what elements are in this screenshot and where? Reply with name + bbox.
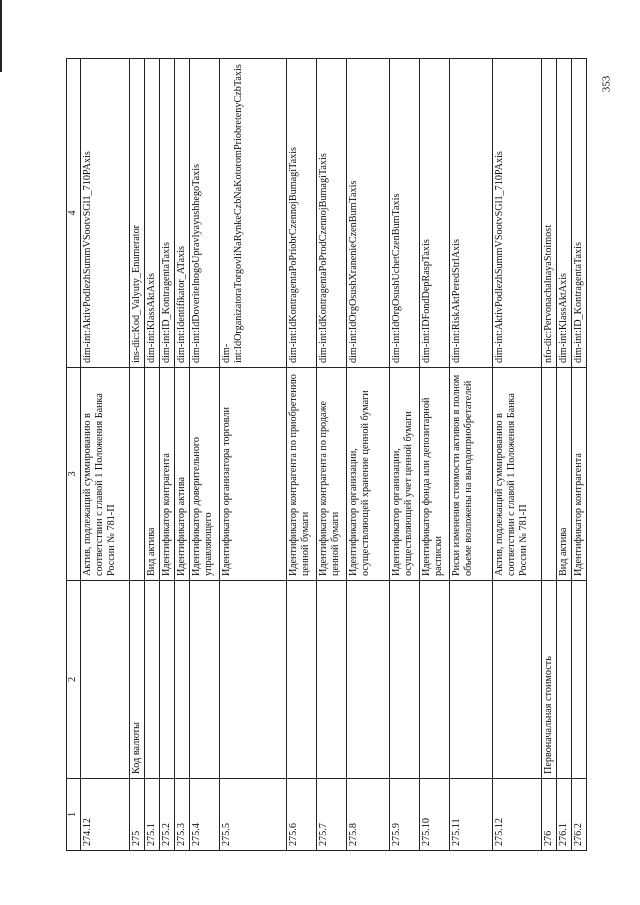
table-row <box>317 59 347 851</box>
row-number-cell: 276 <box>542 779 557 851</box>
indicator-name-cell: Первоначальная стоимость <box>542 581 557 779</box>
taxonomy-element-cell: dim-int:RiskAktPeredStrlAxis <box>450 59 493 368</box>
indicator-name-cell <box>287 581 317 779</box>
row-number-cell: 275.10 <box>420 779 450 851</box>
axis-name-cell: Идентификатор контрагента <box>160 368 175 581</box>
table-row <box>175 59 190 851</box>
indicator-name-cell <box>145 581 160 779</box>
row-number-cell: 276.1 <box>557 779 572 851</box>
mapping-table <box>66 58 587 851</box>
axis-name-cell: Идентификатор фонда или депозитарной расписки <box>420 368 450 581</box>
axis-name-cell <box>130 368 145 581</box>
table-row <box>572 59 587 851</box>
taxonomy-element-cell: dim-int:KlassAktAxis <box>145 59 160 368</box>
axis-name-cell <box>542 368 557 581</box>
table-row <box>160 59 175 851</box>
taxonomy-element-cell: dim-int:AktivPodlezhSummVSootvSGl1_710PAxis <box>493 59 542 368</box>
axis-name-cell: Идентификатор доверительного управляющего <box>190 368 220 581</box>
row-number-cell: 275.2 <box>160 779 175 851</box>
axis-name-cell: Актив, подлежащий суммированию в соответствии с главой 1 Положения Банка России № 781-П <box>81 368 130 581</box>
table-row <box>145 59 160 851</box>
taxonomy-element-cell: dim-int:IdKontragentaPoProdCzennojBumagiTaxis <box>317 59 347 368</box>
rotated-content <box>66 59 592 851</box>
row-number-cell: 275.9 <box>390 779 420 851</box>
table-row <box>557 59 572 851</box>
table-row <box>542 59 557 851</box>
taxonomy-element-cell: dim-int:Identifikator_ATaxis <box>175 59 190 368</box>
table-row <box>287 59 317 851</box>
indicator-name-cell: Код валюты <box>130 581 145 779</box>
column-header: 2 <box>67 581 81 779</box>
indicator-name-cell <box>317 581 347 779</box>
row-number-cell: 275.8 <box>347 779 390 851</box>
axis-name-cell: Риски изменения стоимости активов в полном объеме возложены на выгодоприобретателей <box>450 368 493 581</box>
indicator-name-cell <box>220 581 287 779</box>
indicator-name-cell <box>81 581 130 779</box>
table-row <box>493 59 542 851</box>
taxonomy-element-cell: dim-int:ID_KontragentaTaxis <box>160 59 175 368</box>
axis-name-cell: Идентификатор организации, осуществляющей учет ценной бумаги <box>390 368 420 581</box>
axis-name-cell: Идентификатор контрагента по продаже ценной бумаги <box>317 368 347 581</box>
table-row <box>190 59 220 851</box>
axis-name-cell: Вид актива <box>557 368 572 581</box>
indicator-name-cell <box>572 581 587 779</box>
page-edge-mark <box>0 0 2 72</box>
row-number-cell: 275.5 <box>220 779 287 851</box>
indicator-name-cell <box>160 581 175 779</box>
table-row <box>347 59 390 851</box>
axis-name-cell: Идентификатор организации, осуществляющей хранение ценной бумаги <box>347 368 390 581</box>
taxonomy-element-cell: dim-int:IdKontragentaPoPriobrCzennojBumagiTaxis <box>287 59 317 368</box>
row-number-cell: 275.3 <box>175 779 190 851</box>
indicator-name-cell <box>450 581 493 779</box>
column-header: 4 <box>67 59 81 368</box>
row-number-cell: 275.4 <box>190 779 220 851</box>
indicator-name-cell <box>493 581 542 779</box>
table-row <box>130 59 145 851</box>
row-number-cell: 275.7 <box>317 779 347 851</box>
axis-name-cell: Идентификатор контрагента <box>572 368 587 581</box>
header-row <box>67 59 81 851</box>
indicator-name-cell <box>390 581 420 779</box>
table-row <box>220 59 287 851</box>
row-number-cell: 274.12 <box>81 779 130 851</box>
indicator-name-cell <box>175 581 190 779</box>
table-row <box>390 59 420 851</box>
row-number-cell: 275 <box>130 779 145 851</box>
axis-name-cell: Идентификатор актива <box>175 368 190 581</box>
row-number-cell: 275.11 <box>450 779 493 851</box>
axis-name-cell: Идентификатор организатора торговли <box>220 368 287 581</box>
taxonomy-element-cell: dim-int:IdOrganizatoraTorgovliNaRynkeCzbNaKotoromPriobretenyCzbTaxis <box>220 59 287 368</box>
indicator-name-cell <box>557 581 572 779</box>
taxonomy-element-cell: nfo-dic:PervonachalnayaStoimost <box>542 59 557 368</box>
indicator-name-cell <box>420 581 450 779</box>
axis-name-cell: Идентификатор контрагента по приобретению ценной бумаги <box>287 368 317 581</box>
axis-name-cell: Вид актива <box>145 368 160 581</box>
indicator-name-cell <box>347 581 390 779</box>
table-row <box>450 59 493 851</box>
axis-name-cell: Актив, подлежащий суммированию в соответствии с главой 1 Положения Банка России № 781-П <box>493 368 542 581</box>
taxonomy-element-cell: dim-int:KlassAktAxis <box>557 59 572 368</box>
taxonomy-element-cell: dim-int:IdDoveritelnogoUpravlyayushhegoTaxis <box>190 59 220 368</box>
row-number-cell: 276.2 <box>572 779 587 851</box>
table-body <box>81 59 587 851</box>
column-header: 3 <box>67 368 81 581</box>
table-row <box>81 59 130 851</box>
taxonomy-element-cell: dim-int:IDFondDepRaspTaxis <box>420 59 450 368</box>
taxonomy-element-cell: ins-dic:Kod_Valyuty_Enumerator <box>130 59 145 368</box>
row-number-cell: 275.1 <box>145 779 160 851</box>
taxonomy-element-cell: dim-int:IdOrgOsushUchetCzenBumTaxis <box>390 59 420 368</box>
table-row <box>420 59 450 851</box>
taxonomy-element-cell: dim-int:AktivPodlezhSummVSootvSGl1_710PAxis <box>81 59 130 368</box>
page-number: 353 <box>600 75 613 93</box>
column-header: 1 <box>67 779 81 851</box>
row-number-cell: 275.12 <box>493 779 542 851</box>
row-number-cell: 275.6 <box>287 779 317 851</box>
taxonomy-element-cell: dim-int:ID_KontragentaTaxis <box>572 59 587 368</box>
taxonomy-element-cell: dim-int:IdOrgOsushXranenieCzenBumTaxis <box>347 59 390 368</box>
indicator-name-cell <box>190 581 220 779</box>
